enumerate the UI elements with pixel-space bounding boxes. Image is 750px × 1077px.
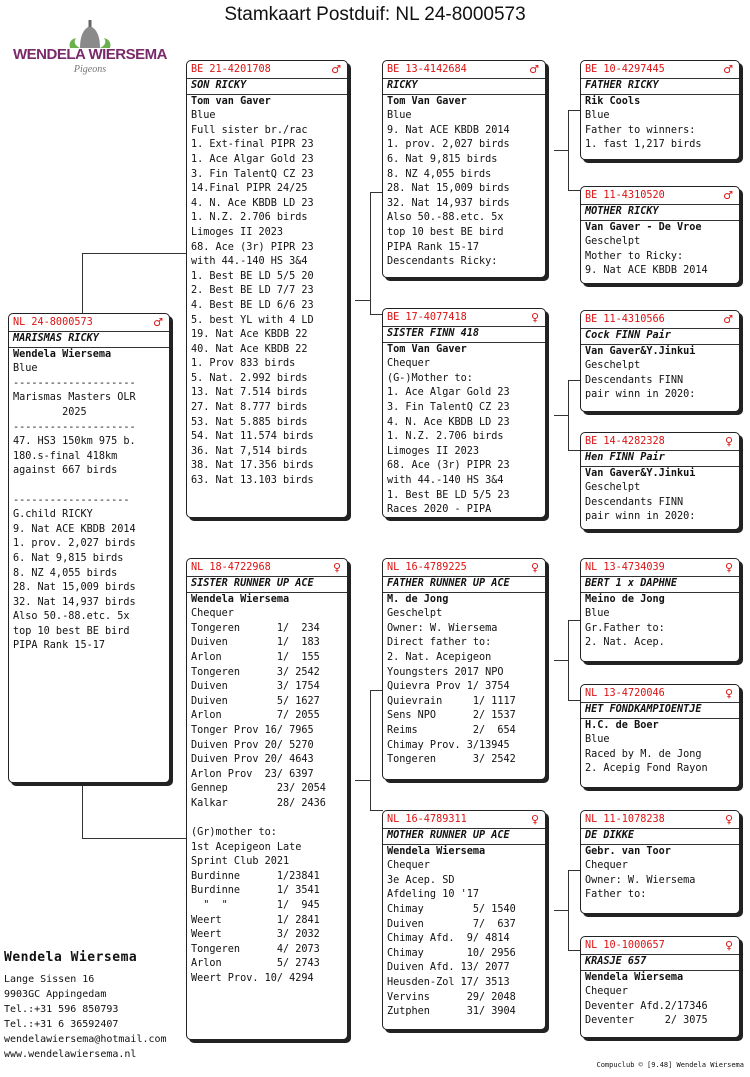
- connector: [370, 690, 371, 810]
- info-line: with 44.-140 HS 3&4: [191, 256, 308, 268]
- email-link[interactable]: wendelawiersema@hotmail.com: [4, 1034, 167, 1045]
- info-line: Tongeren 4/ 2073: [191, 943, 320, 955]
- info-line: Chimay Prov. 3/13945: [387, 739, 510, 751]
- info-line: 32. Nat 14,937 birds: [13, 596, 136, 608]
- info-line: Chimay Afd. 9/ 4814: [387, 933, 510, 945]
- male-symbol-icon: ♂: [723, 63, 733, 76]
- contact-line: Tel.:+31 596 850793: [4, 1004, 119, 1015]
- owner-name: Tom van Gaver: [191, 95, 271, 107]
- info-line: 4. N. Ace KBDB LD 23: [191, 197, 314, 209]
- info-line: 28. Nat 15,009 birds: [387, 183, 510, 195]
- owner-name: Van Gaver - De Vroe: [585, 221, 702, 233]
- info-line: PIPA Rank 15-17: [13, 640, 106, 652]
- info-line: top 10 best BE bird: [387, 226, 504, 238]
- info-line: Owner: W. Wiersema: [387, 622, 498, 634]
- ring-number: NL 24-8000573: [13, 317, 93, 328]
- info-line: [13, 479, 169, 494]
- info-line: Heusden-Zol 17/ 3513: [387, 976, 510, 988]
- info-line: Blue: [13, 363, 38, 375]
- info-line: 3e Acep. SD: [387, 874, 455, 886]
- info-line: 3. Fin TalentQ CZ 23: [387, 401, 510, 413]
- info-line: 2. Nat. Acep.: [585, 637, 665, 649]
- pigeon-name: MOTHER RICKY: [581, 204, 739, 221]
- info-line: 1. N.Z. 2.706 birds: [387, 431, 504, 443]
- ring-number: BE 11-4310520: [585, 190, 665, 201]
- info-line: 38. Nat 17.356 birds: [191, 460, 314, 472]
- ring-number: BE 21-4201708: [191, 64, 271, 75]
- pigeon-name: SISTER RUNNER UP ACE: [187, 576, 347, 593]
- pigeon-card-fmf[interactable]: [580, 310, 740, 412]
- ring-number: NL 11-1078238: [585, 814, 665, 825]
- pigeon-card-father-mother[interactable]: [382, 308, 546, 518]
- pigeon-name: SON RICKY: [187, 78, 347, 95]
- info-line: 9. Nat ACE KBDB 2014: [13, 523, 136, 535]
- info-line: Gr.Father to:: [585, 622, 665, 634]
- pigeon-name: Hen FINN Pair: [581, 450, 739, 467]
- info-line: 1. prov. 2,027 birds: [387, 139, 510, 151]
- info-line: Burdinne 1/ 3541: [191, 885, 320, 897]
- info-line: 8. NZ 4,055 birds: [13, 567, 118, 579]
- info-line: Arlon 1/ 155: [191, 651, 320, 663]
- pigeon-card-mother-mother[interactable]: [382, 810, 546, 1030]
- info-line: 6. Nat 9,815 birds: [387, 153, 498, 165]
- info-line: 1. Best BE LD 5/5 20: [191, 270, 314, 282]
- owner-name: Van Gaver&Y.Jinkui: [585, 467, 696, 479]
- female-symbol-icon: ♀: [724, 813, 733, 826]
- connector: [370, 192, 371, 314]
- pigeon-name: FATHER RICKY: [581, 78, 739, 95]
- info-line: Also 50.-88.etc. 5x: [13, 611, 130, 623]
- female-symbol-icon: ♀: [332, 561, 341, 574]
- info-line: pair winn in 2020:: [585, 511, 696, 523]
- contact-line: Tel.:+31 6 36592407: [4, 1019, 119, 1030]
- pigeon-card-mother[interactable]: [186, 558, 348, 1040]
- info-line: Reims 2/ 654: [387, 724, 516, 736]
- pigeon-name: RICKY: [383, 78, 545, 95]
- info-line: Races 2020 - PIPA: [387, 504, 492, 516]
- female-symbol-icon: ♀: [530, 311, 539, 324]
- pigeon-name: SISTER FINN 418: [383, 326, 545, 343]
- info-line: 2. Nat. Acepigeon: [387, 651, 492, 663]
- info-line: 8. NZ 4,055 birds: [387, 168, 492, 180]
- connector: [554, 150, 569, 151]
- info-line: Geschelpt: [585, 236, 641, 248]
- info-line: Blue: [387, 110, 412, 122]
- connector: [355, 300, 371, 301]
- info-line: Geschelpt: [387, 608, 443, 620]
- info-line: Weert 1/ 2841: [191, 914, 320, 926]
- info-line: Duiven Afd. 13/ 2077: [387, 962, 510, 974]
- card-header: [585, 812, 739, 828]
- info-line: pair winn in 2020:: [585, 389, 696, 401]
- info-line: Weert 3/ 2032: [191, 929, 320, 941]
- owner-name: Wendela Wiersema: [191, 593, 290, 605]
- pigeon-name: Cock FINN Pair: [581, 328, 739, 345]
- info-line: 14.Final PIPR 24/25: [191, 183, 308, 195]
- info-line: --------------------: [13, 377, 136, 389]
- card-header: [585, 188, 739, 204]
- info-line: Full sister br./rac: [191, 124, 308, 136]
- info-line: Quievra Prov 1/ 3754: [387, 681, 510, 693]
- info-line: Father to winners:: [585, 124, 696, 136]
- ring-number: BE 17-4077418: [387, 312, 467, 323]
- card-header: [585, 560, 739, 576]
- info-line: Geschelpt: [585, 360, 641, 372]
- pigeon-name: MOTHER RUNNER UP ACE: [383, 828, 545, 845]
- info-line: " " 1/ 945: [191, 900, 320, 912]
- software-credit: Compuclub © [9.48] Wendela Wiersema: [596, 1061, 744, 1069]
- info-line: Father to:: [585, 889, 647, 901]
- logo-name: WENDELA WIERSEMA: [13, 46, 167, 63]
- info-line: Duiven 1/ 183: [191, 637, 320, 649]
- info-line: Duiven 3/ 1754: [191, 681, 320, 693]
- info-line: Sprint Club 2021: [191, 856, 290, 868]
- ring-number: BE 13-4142684: [387, 64, 467, 75]
- info-line: 9. Nat ACE KBDB 2014: [387, 124, 510, 136]
- info-line: 68. Ace (3r) PIPR 23: [387, 460, 510, 472]
- info-line: 19. Nat Ace KBDB 22: [191, 329, 308, 341]
- info-line: Youngsters 2017 NPO: [387, 666, 504, 678]
- owner-name: M. de Jong: [387, 593, 449, 605]
- info-line: Tonger Prov 16/ 7965: [191, 724, 314, 736]
- info-line: Chequer: [191, 608, 234, 620]
- info-line: 68. Ace (3r) PIPR 23: [191, 241, 314, 253]
- info-line: Deventer Afd.2/17346: [585, 1000, 708, 1012]
- info-line: [191, 812, 347, 827]
- card-header: [191, 62, 347, 78]
- info-line: --------------------: [13, 421, 136, 433]
- info-line: 2. Best BE LD 7/7 23: [191, 285, 314, 297]
- pigeon-name: HET FONDKAMPIOENTJE: [581, 702, 739, 719]
- pigeon-card-ffm[interactable]: [580, 186, 740, 284]
- pigeon-card-father[interactable]: [186, 60, 348, 518]
- info-line: 13. Nat 7.514 birds: [191, 387, 308, 399]
- female-symbol-icon: ♀: [724, 939, 733, 952]
- website-link[interactable]: www.wendelawiersema.nl: [4, 1049, 137, 1060]
- info-line: Descendants FINN: [585, 374, 684, 386]
- info-line: 4. Best BE LD 6/6 23: [191, 299, 314, 311]
- info-line: 5. best YL with 4 LD: [191, 314, 314, 326]
- info-line: 9. Nat ACE KBDB 2014: [585, 265, 708, 277]
- info-line: Tongeren 3/ 2542: [191, 666, 320, 678]
- logo: [10, 20, 170, 80]
- info-line: with 44.-140 HS 3&4: [387, 474, 504, 486]
- info-line: Vervins 29/ 2048: [387, 991, 516, 1003]
- owner-name: Van Gaver&Y.Jinkui: [585, 345, 696, 357]
- female-symbol-icon: ♀: [724, 687, 733, 700]
- connector: [554, 660, 569, 661]
- owner-name: Meino de Jong: [585, 593, 665, 605]
- info-line: 54. Nat 11.574 birds: [191, 431, 314, 443]
- ring-number: BE 14-4282328: [585, 436, 665, 447]
- pigeon-name: KRASJE 657: [581, 954, 739, 971]
- card-header: [13, 315, 169, 331]
- contact-line: Lange Sissen 16: [4, 974, 95, 985]
- info-line: 1. fast 1,217 birds: [585, 139, 702, 151]
- info-line: Owner: W. Wiersema: [585, 874, 696, 886]
- breeder-contact: [4, 972, 167, 1062]
- pigeon-name: DE DIKKE: [581, 828, 739, 845]
- info-line: 4. N. Ace KBDB LD 23: [387, 416, 510, 428]
- info-line: Mother to Ricky:: [585, 250, 684, 262]
- breeder-name: Wendela Wiersema: [4, 950, 138, 965]
- info-line: 1. Best BE LD 5/5 23: [387, 489, 510, 501]
- info-line: Descendants Ricky:: [387, 256, 498, 268]
- info-line: Limoges II 2023: [387, 445, 480, 457]
- owner-name: H.C. de Boer: [585, 719, 659, 731]
- info-line: Arlon 7/ 2055: [191, 710, 320, 722]
- pigeon-card-fmm[interactable]: [580, 432, 740, 530]
- info-line: 5. Nat. 2.992 birds: [191, 372, 308, 384]
- connector: [82, 253, 83, 313]
- page-title: Stamkaart Postduif: NL 24-8000573: [224, 4, 526, 25]
- owner-name: Tom Van Gaver: [387, 95, 467, 107]
- logo-subtitle: Pigeons: [73, 64, 107, 75]
- card-header: [387, 62, 545, 78]
- ring-number: NL 18-4722968: [191, 562, 271, 573]
- info-line: 40. Nat Ace KBDB 22: [191, 343, 308, 355]
- card-header: [387, 560, 545, 576]
- info-line: (Gr)mother to:: [191, 827, 277, 839]
- card-header: [387, 310, 545, 326]
- info-line: Chequer: [585, 986, 628, 998]
- info-line: Deventer 2/ 3075: [585, 1015, 708, 1027]
- info-line: top 10 best BE bird: [13, 625, 130, 637]
- pigeon-card-father-father[interactable]: [382, 60, 546, 278]
- ring-number: NL 16-4789225: [387, 562, 467, 573]
- info-line: Raced by M. de Jong: [585, 748, 702, 760]
- info-line: Gennep 23/ 2054: [191, 783, 326, 795]
- male-symbol-icon: ♂: [153, 316, 163, 329]
- info-line: G.child RICKY: [13, 509, 93, 521]
- female-symbol-icon: ♀: [530, 813, 539, 826]
- info-line: Weert Prov. 10/ 4294: [191, 973, 314, 985]
- ring-number: NL 13-4720046: [585, 688, 665, 699]
- info-line: Duiven Prov 20/ 4643: [191, 754, 314, 766]
- female-symbol-icon: ♀: [724, 435, 733, 448]
- pigeon-name: BERT 1 x DAPHNE: [581, 576, 739, 593]
- male-symbol-icon: ♂: [331, 63, 341, 76]
- ring-number: NL 13-4734039: [585, 562, 665, 573]
- owner-name: Wendela Wiersema: [585, 971, 684, 983]
- card-header: [585, 434, 739, 450]
- owner-name: Rik Cools: [585, 95, 641, 107]
- owner-name: Gebr. van Toor: [585, 845, 671, 857]
- info-line: Blue: [191, 110, 216, 122]
- connector: [554, 910, 569, 911]
- info-line: Tongeren 3/ 2542: [387, 754, 516, 766]
- info-line: 36. Nat 7,514 birds: [191, 445, 308, 457]
- card-header: [191, 560, 347, 576]
- ring-number: NL 16-4789311: [387, 814, 467, 825]
- info-line: Kalkar 28/ 2436: [191, 797, 326, 809]
- info-line: against 667 birds: [13, 465, 118, 477]
- info-line: Descendants FINN: [585, 496, 684, 508]
- info-line: 1st Acepigeon Late: [191, 841, 302, 853]
- card-header: [585, 686, 739, 702]
- pigeon-name: MARISMAS RICKY: [9, 331, 169, 348]
- info-line: Direct father to:: [387, 637, 492, 649]
- info-line: Chimay 10/ 2956: [387, 947, 516, 959]
- info-line: Sens NPO 2/ 1537: [387, 710, 516, 722]
- info-line: Blue: [585, 110, 610, 122]
- info-line: Limoges II 2023: [191, 226, 284, 238]
- male-symbol-icon: ♂: [723, 313, 733, 326]
- info-line: Blue: [585, 608, 610, 620]
- pigeon-card-mff[interactable]: [580, 558, 740, 662]
- info-line: 47. HS3 150km 975 b.: [13, 436, 136, 448]
- pigeon-card-mmf[interactable]: [580, 810, 740, 914]
- ring-number: BE 10-4297445: [585, 64, 665, 75]
- connector: [370, 810, 383, 811]
- info-line: 1. prov. 2,027 birds: [13, 538, 136, 550]
- info-line: Duiven 7/ 637: [387, 918, 516, 930]
- female-symbol-icon: ♀: [724, 561, 733, 574]
- info-line: Afdeling 10 '17: [387, 889, 480, 901]
- info-line: 32. Nat 14,937 birds: [387, 197, 510, 209]
- info-line: 2. Acepig Fond Rayon: [585, 763, 708, 775]
- info-line: Marismas Masters OLR: [13, 392, 136, 404]
- card-header: [387, 812, 545, 828]
- info-line: Chequer: [387, 860, 430, 872]
- info-line: 63. Nat 13.103 birds: [191, 475, 314, 487]
- card-header: [585, 312, 739, 328]
- owner-name: Tom Van Gaver: [387, 343, 467, 355]
- info-line: Arlon 5/ 2743: [191, 958, 320, 970]
- connector: [82, 838, 186, 839]
- info-line: Chimay 5/ 1540: [387, 903, 516, 915]
- info-line: 27. Nat 8.777 birds: [191, 402, 308, 414]
- info-line: 1. Ext-final PIPR 23: [191, 139, 314, 151]
- card-header: [585, 62, 739, 78]
- male-symbol-icon: ♂: [529, 63, 539, 76]
- pigeon-card-fff[interactable]: [580, 60, 740, 160]
- female-symbol-icon: ♀: [530, 561, 539, 574]
- info-line: Blue: [585, 734, 610, 746]
- pigeon-card-mfm[interactable]: [580, 684, 740, 788]
- info-line: -------------------: [13, 494, 130, 506]
- info-line: Duiven Prov 20/ 5270: [191, 739, 314, 751]
- owner-name: Wendela Wiersema: [13, 348, 112, 360]
- pigeon-card-subject[interactable]: [8, 313, 170, 783]
- info-line: 1. Ace Algar Gold 23: [191, 153, 314, 165]
- info-line: Also 50.-88.etc. 5x: [387, 212, 504, 224]
- connector: [82, 253, 186, 254]
- info-line: 180.s-final 418km: [13, 450, 118, 462]
- pigeon-name: FATHER RUNNER UP ACE: [383, 576, 545, 593]
- info-line: 6. Nat 9,815 birds: [13, 552, 124, 564]
- info-line: 53. Nat 5.885 birds: [191, 416, 308, 428]
- ring-number: BE 11-4310566: [585, 314, 665, 325]
- info-line: Arlon Prov 23/ 6397: [191, 768, 314, 780]
- info-line: 3. Fin TalentQ CZ 23: [191, 168, 314, 180]
- card-header: [585, 938, 739, 954]
- owner-name: Wendela Wiersema: [387, 845, 486, 857]
- info-line: PIPA Rank 15-17: [387, 241, 480, 253]
- info-line: Geschelpt: [585, 482, 641, 494]
- ring-number: NL 10-1000657: [585, 940, 665, 951]
- info-line: 28. Nat 15,009 birds: [13, 582, 136, 594]
- male-symbol-icon: ♂: [723, 189, 733, 202]
- info-line: Quievrain 1/ 1117: [387, 695, 516, 707]
- info-line: 1. Ace Algar Gold 23: [387, 387, 510, 399]
- info-line: 1. Prov 833 birds: [191, 358, 296, 370]
- info-line: Burdinne 1/23841: [191, 870, 320, 882]
- info-line: Chequer: [387, 358, 430, 370]
- info-line: Tongeren 1/ 234: [191, 622, 320, 634]
- pigeon-card-mmm[interactable]: [580, 936, 740, 1038]
- connector: [355, 780, 371, 781]
- info-line: Duiven 5/ 1627: [191, 695, 320, 707]
- info-line: 2025: [13, 406, 87, 418]
- connector: [82, 782, 83, 838]
- contact-line: 9903GC Appingedam: [4, 989, 107, 1000]
- connector: [554, 415, 569, 416]
- info-line: 1. N.Z. 2.706 birds: [191, 212, 308, 224]
- info-line: Zutphen 31/ 3904: [387, 1006, 516, 1018]
- info-line: (G-)Mother to:: [387, 372, 473, 384]
- info-line: Chequer: [585, 860, 628, 872]
- pigeon-card-mother-father[interactable]: [382, 558, 546, 780]
